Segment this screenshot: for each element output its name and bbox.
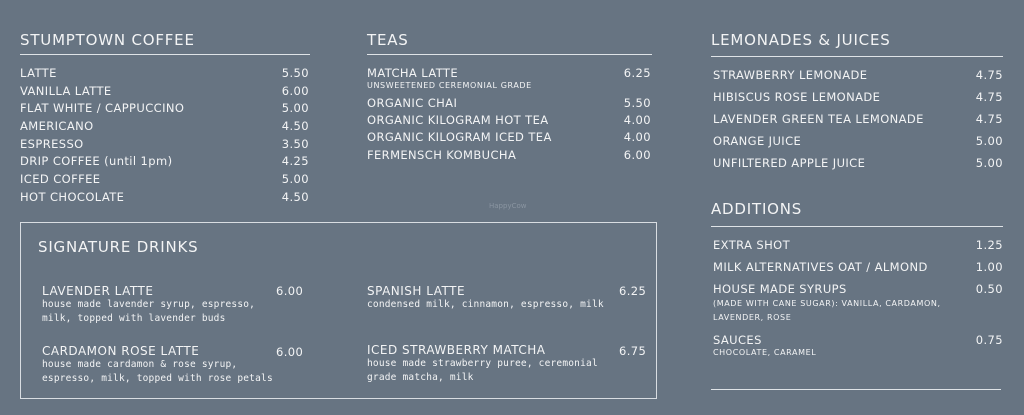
item-name: ICED COFFEE: [20, 172, 101, 186]
item-price: 0.75: [975, 333, 1003, 347]
signature-item-desc: grade matcha, milk: [367, 372, 474, 383]
item-price: 0.50: [975, 282, 1003, 296]
coffee-item: [20, 66, 309, 80]
item-price: 4.50: [281, 119, 309, 133]
signature-item-name: LAVENDER LATTE: [42, 284, 154, 298]
lemonade-item: [713, 134, 1003, 148]
tea-item: [367, 130, 651, 144]
item-price: 3.50: [281, 137, 309, 151]
item-name: ORGANIC CHAI: [367, 96, 458, 110]
lemonade-item: [713, 156, 1003, 170]
item-note: LAVENDER, ROSE: [713, 313, 792, 322]
item-price: 4.75: [975, 112, 1003, 126]
coffee-item: [20, 137, 309, 151]
signature-item-name: ICED STRAWBERRY MATCHA: [367, 343, 546, 357]
item-price: 6.25: [623, 66, 651, 80]
item-note: (MADE WITH CANE SUGAR): VANILLA, CARDAMON,: [713, 299, 941, 308]
item-name: MILK ALTERNATIVES OAT / ALMOND: [713, 260, 928, 274]
coffee-divider: [20, 54, 310, 55]
coffee-item: [20, 190, 309, 204]
item-price: 6.00: [623, 148, 651, 162]
item-price: 5.50: [623, 96, 651, 110]
signature-item-desc: condensed milk, cinnamon, espresso, milk: [367, 299, 604, 310]
signature-section-title: SIGNATURE DRINKS: [38, 238, 199, 256]
coffee-item: [20, 119, 309, 133]
item-name: EXTRA SHOT: [713, 238, 791, 252]
item-price: 4.25: [281, 154, 309, 168]
signature-item-price: 6.75: [619, 344, 647, 358]
addition-item: [713, 260, 1003, 274]
item-price: 6.00: [281, 84, 309, 98]
item-price: 4.00: [623, 113, 651, 127]
signature-item-name: SPANISH LATTE: [367, 284, 466, 298]
additions-divider: [711, 226, 1003, 227]
teas-section-title: TEAS: [367, 31, 409, 49]
signature-item-desc: milk, topped with lavender buds: [42, 313, 226, 324]
item-name: UNFILTERED APPLE JUICE: [713, 156, 866, 170]
signature-item-price: 6.00: [276, 345, 304, 359]
coffee-item: [20, 154, 309, 168]
item-price: 5.00: [281, 101, 309, 115]
addition-item: [713, 333, 1003, 347]
item-price: 1.00: [975, 260, 1003, 274]
lemonade-item: [713, 68, 1003, 82]
watermark-logo: HappyCow: [489, 202, 527, 210]
lemonade-item: [713, 112, 1003, 126]
tea-item: [367, 113, 651, 127]
item-name: LAVENDER GREEN TEA LEMONADE: [713, 112, 924, 126]
additions-section-title: ADDITIONS: [711, 200, 803, 218]
item-price: 4.50: [281, 190, 309, 204]
item-name: ESPRESSO: [20, 137, 84, 151]
teas-divider: [367, 54, 652, 55]
item-price: 5.00: [281, 172, 309, 186]
item-name: HOUSE MADE SYRUPS: [713, 282, 847, 296]
tea-item: [367, 96, 651, 110]
item-price: 4.75: [975, 90, 1003, 104]
item-name: MATCHA LATTE: [367, 66, 459, 80]
signature-item-price: 6.25: [619, 284, 647, 298]
signature-item-name: CARDAMON ROSE LATTE: [42, 344, 200, 358]
tea-item: [367, 66, 651, 80]
tea-item: [367, 148, 651, 162]
item-name: FERMENSCH KOMBUCHA: [367, 148, 517, 162]
item-name: FLAT WHITE / CAPPUCCINO: [20, 101, 185, 115]
item-name: HOT CHOCOLATE: [20, 190, 125, 204]
signature-item-desc: house made lavender syrup, espresso,: [42, 299, 256, 310]
signature-item-price: 6.00: [276, 284, 304, 298]
item-name: ORGANIC KILOGRAM ICED TEA: [367, 130, 552, 144]
additions-bottom-divider: [711, 389, 1001, 390]
coffee-item: [20, 172, 309, 186]
item-name: VANILLA LATTE: [20, 84, 112, 98]
item-price: 5.50: [281, 66, 309, 80]
lemonades-section-title: LEMONADES & JUICES: [711, 31, 891, 49]
signature-drinks-box: [20, 222, 657, 399]
item-price: 1.25: [975, 238, 1003, 252]
item-price: 4.75: [975, 68, 1003, 82]
coffee-item: [20, 84, 309, 98]
item-price: 5.00: [975, 134, 1003, 148]
addition-item: [713, 282, 1003, 296]
item-name: SAUCES: [713, 333, 762, 347]
signature-item-desc: espresso, milk, topped with rose petals: [42, 373, 273, 384]
item-name: ORANGE JUICE: [713, 134, 802, 148]
item-name: DRIP COFFEE (until 1pm): [20, 154, 173, 168]
lemonade-item: [713, 90, 1003, 104]
item-note: CHOCOLATE, CARAMEL: [713, 348, 817, 357]
item-price: 5.00: [975, 156, 1003, 170]
item-price: 4.00: [623, 130, 651, 144]
signature-item-desc: house made cardamon & rose syrup,: [42, 359, 238, 370]
signature-item-desc: house made strawberry puree, ceremonial: [367, 358, 598, 369]
coffee-item: [20, 101, 309, 115]
item-name: STRAWBERRY LEMONADE: [713, 68, 868, 82]
item-name: ORGANIC KILOGRAM HOT TEA: [367, 113, 549, 127]
item-note: UNSWEETENED CEREMONIAL GRADE: [367, 81, 532, 90]
item-name: LATTE: [20, 66, 57, 80]
item-name: HIBISCUS ROSE LEMONADE: [713, 90, 881, 104]
coffee-section-title: STUMPTOWN COFFEE: [20, 31, 195, 49]
lemonades-divider: [711, 56, 1003, 57]
item-name: AMERICANO: [20, 119, 94, 133]
addition-item: [713, 238, 1003, 252]
